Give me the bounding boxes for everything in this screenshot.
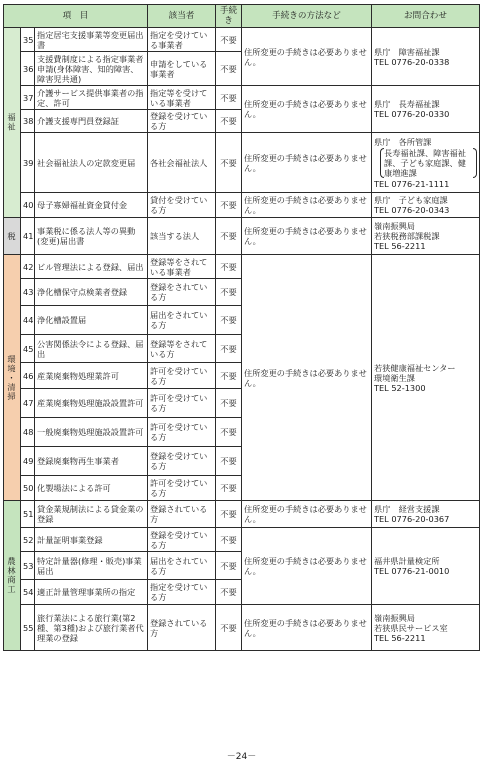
row-number: 43 bbox=[21, 279, 35, 306]
header-method: 手続きの方法など bbox=[242, 5, 372, 28]
row-needed: 不要 bbox=[216, 110, 242, 133]
row-target: 登録をされている方 bbox=[148, 279, 216, 306]
row-needed: 不要 bbox=[216, 580, 242, 605]
contact-sub-departments: 長寿福祉課、障害福祉課、子ども家庭課、健康増進課 bbox=[380, 148, 477, 178]
row-target: 該当する法人 bbox=[148, 218, 216, 255]
contact-kakusho bbox=[372, 133, 480, 193]
row-needed: 不要 bbox=[216, 86, 242, 110]
row-needed: 不要 bbox=[216, 501, 242, 528]
row-needed: 不要 bbox=[216, 418, 242, 447]
row-item: 事業税に係る法人等の異動(変更)届出書 bbox=[35, 218, 148, 255]
row-number: 35 bbox=[21, 28, 35, 52]
row-number: 46 bbox=[21, 363, 35, 389]
row-number: 42 bbox=[21, 255, 35, 279]
contact-tel: TEL 56-2211 bbox=[374, 632, 426, 643]
contact-line: 環境衛生課 bbox=[374, 372, 415, 383]
contact-line: 県庁 長寿福祉課 bbox=[374, 99, 440, 109]
row-item: 指定居宅支援事業等変更届出書 bbox=[35, 28, 148, 52]
row-item: 一般廃棄物処理施設設置許可 bbox=[35, 418, 148, 447]
contact-line: 若狭県民サービス室 bbox=[374, 622, 448, 633]
row-target: 登録を受けている方 bbox=[148, 528, 216, 552]
row-target: 届出をされている方 bbox=[148, 552, 216, 580]
contact-keiryo bbox=[372, 528, 480, 605]
table-row bbox=[4, 218, 480, 255]
row-number: 54 bbox=[21, 580, 35, 605]
row-method: 住所変更の手続きは必要ありません。 bbox=[242, 218, 372, 255]
row-item: 支援費制度による指定事業者申請(身体障害、知的障害、障害児共通) bbox=[35, 52, 148, 86]
row-target: 登録等をされている方 bbox=[148, 335, 216, 363]
category-noshoko: 農林商工 bbox=[4, 501, 21, 651]
contact-keiei bbox=[372, 501, 480, 528]
row-target: 各社会福祉法人 bbox=[148, 133, 216, 193]
page-number: －24－ bbox=[226, 752, 257, 762]
row-target: 登録等をされている事業者 bbox=[148, 255, 216, 279]
row-number: 50 bbox=[21, 476, 35, 501]
procedures-table bbox=[3, 4, 480, 651]
row-target: 登録されている方 bbox=[148, 501, 216, 528]
contact-kankyo bbox=[372, 255, 480, 501]
row-item: 公害関係法令による登録、届出 bbox=[35, 335, 148, 363]
contact-line: 県庁 障害福祉課 bbox=[374, 46, 440, 57]
row-item: 化製場法による許可 bbox=[35, 476, 148, 501]
row-target: 登録を受けている方 bbox=[148, 447, 216, 476]
contact-line: 県庁 子ども家庭課 bbox=[374, 195, 448, 205]
row-needed: 不要 bbox=[216, 306, 242, 335]
row-item: ビル管理法による登録、届出 bbox=[35, 255, 148, 279]
row-number: 48 bbox=[21, 418, 35, 447]
row-item: 旅行業法による旅行業(第2種、第3種)および旅行業者代理業の登録 bbox=[35, 605, 148, 651]
row-number: 39 bbox=[21, 133, 35, 193]
row-number: 38 bbox=[21, 110, 35, 133]
contact-line: 県庁 各所管課 bbox=[374, 136, 432, 147]
row-needed: 不要 bbox=[216, 335, 242, 363]
table-row bbox=[4, 133, 480, 193]
row-item: 計量証明事業登録 bbox=[35, 528, 148, 552]
contact-tel: TEL 0776-20-0338 bbox=[374, 56, 450, 67]
header-item: 項 目 bbox=[4, 5, 148, 28]
contact-tel: TEL 0776-21-0010 bbox=[374, 566, 450, 576]
table-row bbox=[4, 193, 480, 218]
row-number: 44 bbox=[21, 306, 35, 335]
row-item: 母子寡婦福祉資金貸付金 bbox=[35, 193, 148, 218]
header-contact: お問合わせ bbox=[372, 5, 480, 28]
row-item: 適正計量管理事業所の指定 bbox=[35, 580, 148, 605]
contact-kenmin bbox=[372, 605, 480, 651]
row-number: 55 bbox=[21, 605, 35, 651]
row-target: 貸付を受けている方 bbox=[148, 193, 216, 218]
contact-tel: TEL 0776-20-0367 bbox=[374, 514, 450, 524]
row-number: 36 bbox=[21, 52, 35, 86]
header-row bbox=[4, 5, 480, 28]
contact-zeimu bbox=[372, 218, 480, 255]
row-item: 特定計量器(修理・販売)事業届出 bbox=[35, 552, 148, 580]
row-item: 浄化槽保守点検業者登録 bbox=[35, 279, 148, 306]
row-number: 51 bbox=[21, 501, 35, 528]
row-method: 住所変更の手続きは必要ありません。 bbox=[242, 86, 372, 133]
contact-line: 嶺南振興局 bbox=[374, 612, 415, 623]
row-needed: 不要 bbox=[216, 552, 242, 580]
contact-tel: TEL 0776-20-0343 bbox=[374, 205, 450, 215]
row-needed: 不要 bbox=[216, 28, 242, 52]
row-needed: 不要 bbox=[216, 193, 242, 218]
row-item: 浄化槽設置届 bbox=[35, 306, 148, 335]
row-needed: 不要 bbox=[216, 389, 242, 418]
category-kankyo: 環境・清掃 bbox=[4, 255, 21, 501]
contact-choju bbox=[372, 86, 480, 133]
table-row bbox=[4, 255, 480, 279]
row-needed: 不要 bbox=[216, 279, 242, 306]
table-row bbox=[4, 28, 480, 52]
row-item: 貸金業規制法による貸金業の登録 bbox=[35, 501, 148, 528]
row-needed: 不要 bbox=[216, 255, 242, 279]
row-needed: 不要 bbox=[216, 218, 242, 255]
contact-kodomo bbox=[372, 193, 480, 218]
contact-tel: TEL 56-2211 bbox=[374, 241, 426, 251]
row-method: 住所変更の手続きは必要ありません。 bbox=[242, 605, 372, 651]
row-method: 住所変更の手続きは必要ありません。 bbox=[242, 28, 372, 86]
row-number: 52 bbox=[21, 528, 35, 552]
row-needed: 不要 bbox=[216, 528, 242, 552]
row-target: 指定を受けている方 bbox=[148, 580, 216, 605]
row-target: 許可を受けている方 bbox=[148, 363, 216, 389]
row-method: 住所変更の手続きは必要ありません。 bbox=[242, 528, 372, 605]
header-target: 該当者 bbox=[148, 5, 216, 28]
row-item: 介護サービス提供事業者の指定、許可 bbox=[35, 86, 148, 110]
row-target: 指定を受けている事業者 bbox=[148, 28, 216, 52]
contact-tel: TEL 52-1300 bbox=[374, 382, 426, 393]
table-row bbox=[4, 605, 480, 651]
contact-line: 県庁 経営支援課 bbox=[374, 504, 440, 514]
row-target: 指定等を受けている事業者 bbox=[148, 86, 216, 110]
contact-tel: TEL 0776-21-1111 bbox=[374, 178, 450, 189]
contact-tel: TEL 0776-20-0330 bbox=[374, 109, 450, 119]
row-needed: 不要 bbox=[216, 52, 242, 86]
row-needed: 不要 bbox=[216, 363, 242, 389]
row-method: 住所変更の手続きは必要ありません。 bbox=[242, 193, 372, 218]
contact-line: 嶺南振興局 bbox=[374, 221, 415, 231]
row-item: 社会福祉法人の定款変更届 bbox=[35, 133, 148, 193]
contact-line: 福井県計量検定所 bbox=[374, 556, 440, 566]
row-target: 登録を受けている方 bbox=[148, 110, 216, 133]
row-target: 申請をしている事業者 bbox=[148, 52, 216, 86]
row-item: 産業廃棄物処理業許可 bbox=[35, 363, 148, 389]
row-target: 許可を受けている方 bbox=[148, 389, 216, 418]
row-needed: 不要 bbox=[216, 605, 242, 651]
table-row bbox=[4, 86, 480, 110]
contact-line: 若狭健康福祉センター bbox=[374, 362, 456, 373]
row-item: 産業廃棄物処理施設設置許可 bbox=[35, 389, 148, 418]
row-needed: 不要 bbox=[216, 476, 242, 501]
row-needed: 不要 bbox=[216, 133, 242, 193]
row-number: 41 bbox=[21, 218, 35, 255]
category-fukushi: 福祉 bbox=[4, 28, 21, 218]
row-target: 登録されている方 bbox=[148, 605, 216, 651]
row-target: 許可を受けている方 bbox=[148, 476, 216, 501]
row-method: 住所変更の手続きは必要ありません。 bbox=[242, 255, 372, 501]
category-zei: 税 bbox=[4, 218, 21, 255]
row-number: 47 bbox=[21, 389, 35, 418]
row-number: 40 bbox=[21, 193, 35, 218]
row-needed: 不要 bbox=[216, 447, 242, 476]
table-row bbox=[4, 528, 480, 552]
row-target: 許可を受けている方 bbox=[148, 418, 216, 447]
row-number: 45 bbox=[21, 335, 35, 363]
row-item: 介護支援専門員登録証 bbox=[35, 110, 148, 133]
row-method: 住所変更の手続きは必要ありません。 bbox=[242, 133, 372, 193]
row-number: 49 bbox=[21, 447, 35, 476]
row-item: 登録廃棄物再生事業者 bbox=[35, 447, 148, 476]
contact-line: 若狭税務部課税課 bbox=[374, 231, 440, 241]
table-row bbox=[4, 501, 480, 528]
row-method: 住所変更の手続きは必要ありません。 bbox=[242, 501, 372, 528]
header-procedure-needed: 手続き bbox=[216, 5, 242, 28]
row-target: 届出をされている方 bbox=[148, 306, 216, 335]
row-number: 37 bbox=[21, 86, 35, 110]
contact-shogai bbox=[372, 28, 480, 86]
row-number: 53 bbox=[21, 552, 35, 580]
